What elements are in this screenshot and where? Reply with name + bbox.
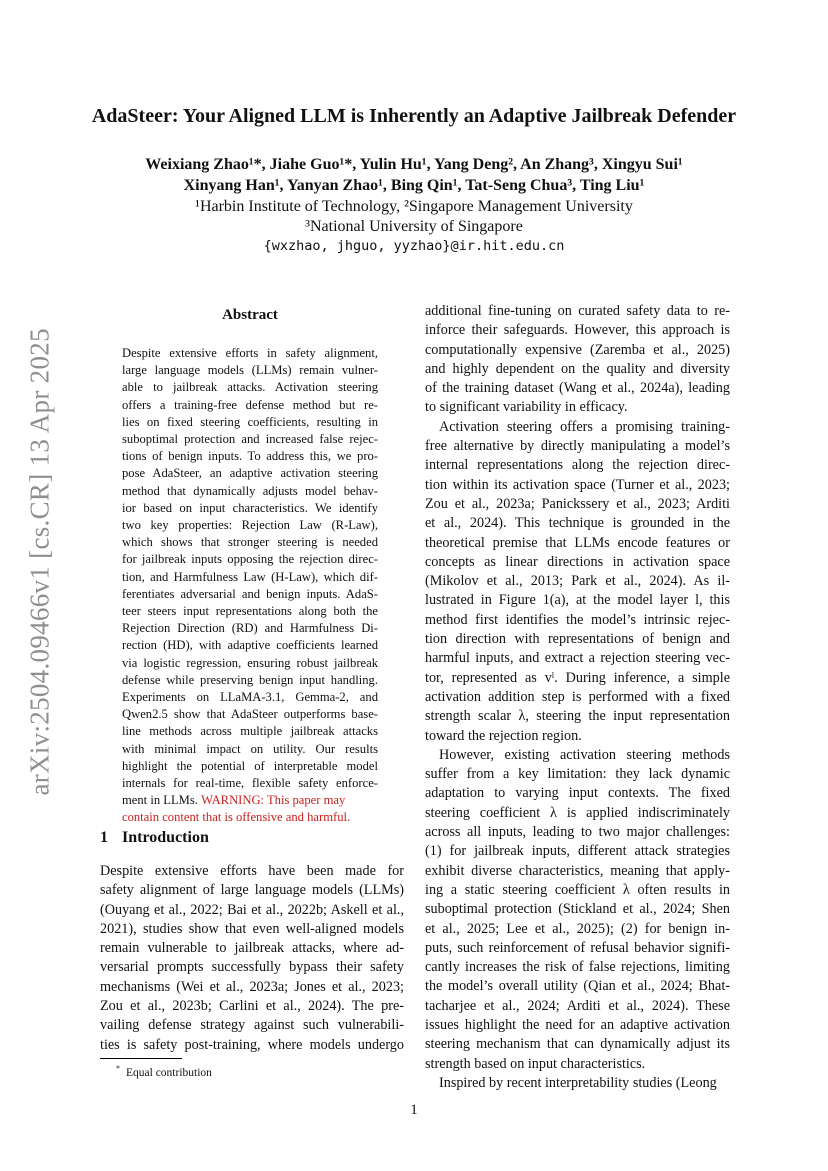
body-line: the model’s overall utility (Qian et al., 2024; Bhat- — [425, 978, 730, 995]
body-line: strength based on input characteristics. — [425, 1055, 646, 1072]
body-line: exhibit diverse characteristics, meaning that apply- — [425, 862, 730, 879]
arxiv-identifier: arXiv:2504.09466v1 [cs.CR] 13 Apr 2025 — [24, 328, 55, 796]
intro-line: vailing defense strategy against such vulnerabili- — [100, 1017, 404, 1034]
abstract-line: via logistic regression, ensuring robust jailbreak — [122, 655, 378, 670]
footnote — [116, 1064, 212, 1079]
footnote-marker: * — [116, 1064, 120, 1073]
body-line: internal representations along the rejection direc- — [425, 457, 730, 474]
abstract-line: Despite extensive efforts in safety alignment, — [122, 346, 378, 360]
author-emails: {wxzhao, jhguo, yyzhao}@ir.hit.edu.cn — [263, 238, 565, 254]
body-line: activation addition step is performed with a fixed — [425, 688, 730, 705]
body-line: Inspired by recent interpretability studies (Leong — [439, 1074, 717, 1091]
abstract-line: suboptimal protection and increased false rejec- — [122, 432, 378, 447]
body-line: tor, represented as vˡ. During inference, a simple — [425, 669, 730, 686]
abstract-line: method that dynamically adjusts model behav- — [122, 483, 378, 498]
body-line: across all inputs, leading to two major challenges: — [425, 824, 730, 841]
abstract-line: highlight the potential of interpretable model — [122, 758, 378, 773]
intro-line: 2021), studies show that even well-aligned models — [100, 920, 404, 937]
section-number: 1 — [100, 829, 108, 846]
body-line: tacharjee et al., 2024; Arditi et al., 2024). These — [425, 997, 730, 1014]
body-line: harmful inputs, and extract a rejection steering vec- — [425, 650, 730, 667]
abstract-line: offers a training-free defense method but re- — [122, 397, 378, 412]
body-line: steering coefficient λ is applied indiscriminately — [425, 804, 730, 821]
body-line: free alternative by directly manipulating a model’s — [425, 438, 730, 455]
intro-line: Zou et al., 2023b; Carlini et al., 2024). The pre- — [100, 998, 404, 1015]
abstract-line: ferentiates adversarial and benign inputs. AdaS- — [122, 586, 378, 601]
body-line: puts, such reinforcement of refusal behavior signifi- — [425, 939, 730, 956]
body-line: lustrated in Figure 1(a), at the model layer l, this — [425, 592, 730, 609]
intro-line: mechanisms (Wei et al., 2023a; Jones et al., 2023; — [100, 978, 404, 995]
abstract-line: for jailbreak inputs opposing the rejection direc- — [122, 552, 378, 567]
abstract-line: with minimal impact on utility. Our results — [122, 741, 378, 756]
abstract-line: ior based on input characteristics. We identify — [122, 500, 378, 515]
abstract-line: teer steers input representations along both the — [122, 604, 378, 619]
body-line: of the training dataset (Wang et al., 2024a), leading — [425, 380, 730, 397]
body-line: However, existing activation steering methods — [439, 746, 730, 763]
affiliation-line-2: ³National University of Singapore — [305, 218, 523, 235]
body-line: steering mechanism that can dynamically adjust its — [425, 1036, 730, 1053]
body-line: cantly increases the risk of false rejections, limiting — [425, 959, 730, 976]
content-warning-continued: contain content that is offensive and harmful. — [122, 810, 351, 825]
body-line: tion within its activation space (Turner et al., 2023; — [425, 476, 730, 493]
body-line: to significant variability in efficacy. — [425, 399, 628, 416]
abstract-line: Experiments on LLaMA-3.1, Gemma-2, and — [122, 690, 378, 705]
body-line: Activation steering offers a promising training- — [439, 418, 730, 435]
abstract-line: which shows that stronger steering is needed — [122, 535, 378, 550]
body-line: issues highlight the need for an adaptive activation — [425, 1016, 730, 1033]
body-line: toward the rejection region. — [425, 727, 582, 744]
section-title: Introduction — [122, 829, 209, 846]
body-line: method first identifies the model’s intrinsic rejec- — [425, 611, 730, 628]
body-line: theoretical premise that LLMs encode features or — [425, 534, 730, 551]
body-line: suboptimal protection (Stickland et al., 2024; Shen — [425, 901, 730, 918]
abstract-text — [122, 345, 378, 827]
body-line: adaptation to varying input contexts. The fixed — [425, 785, 730, 802]
body-line: inforce their safeguards. However, this approach is — [425, 322, 730, 339]
abstract-line: lies on fixed steering coefficients, resulting in — [122, 414, 378, 429]
abstract-line: Qwen2.5 show that AdaSteer outperforms base- — [122, 707, 378, 722]
intro-line: versarial prompts successfully bypass their safety — [100, 959, 404, 976]
abstract-line — [122, 792, 378, 809]
author-list-line-2: Xinyang Han¹, Yanyan Zhao¹, Bing Qin¹, Tat-Seng Chua³, Ting Liu¹ — [183, 177, 645, 194]
body-line: ing a static steering coefficient λ often results in — [425, 881, 730, 898]
abstract-heading: Abstract — [222, 307, 278, 323]
abstract-line: pose AdaSteer, an adaptive activation steering — [122, 466, 378, 481]
body-line: Zou et al., 2023a; Panickssery et al., 2023; Arditi — [425, 495, 730, 512]
abstract-line: rection (HD), with adaptive coefficients learned — [122, 638, 378, 653]
body-line: additional fine-tuning on curated safety data to re- — [425, 303, 730, 319]
abstract-line: able to jailbreak attacks. Activation steering — [122, 380, 378, 395]
abstract-line: large language models (LLMs) remain vulner- — [122, 363, 378, 378]
intro-line: ties is safety post-training, where models undergo — [100, 1036, 404, 1053]
abstract-line: Rejection Direction (RD) and Harmfulness Di- — [122, 621, 378, 636]
footnote-rule — [100, 1058, 182, 1059]
body-line: (1) for jailbreak inputs, different attack strategies — [425, 843, 730, 860]
footnote-text: Equal contribution — [126, 1066, 212, 1079]
body-line: et al., 2024). This technique is grounded in the — [425, 515, 730, 532]
abstract-line: tions of benign inputs. To address this, we pro- — [122, 449, 378, 464]
body-line: computationally expensive (Zaremba et al., 2025) — [425, 341, 730, 358]
body-line: suffer from a key limitation: they lack dynamic — [425, 766, 730, 783]
page-number: 1 — [410, 1102, 418, 1118]
affiliation-line-1: ¹Harbin Institute of Technology, ²Singapore Management University — [195, 198, 633, 215]
intro-line: Despite extensive efforts have been made for — [100, 863, 404, 879]
intro-line: (Ouyang et al., 2022; Bai et al., 2022b; Askell et al., — [100, 901, 404, 918]
abstract-line: two key properties: Rejection Law (R-Law), — [122, 518, 378, 533]
body-line: strength scalar λ, steering the input representation — [425, 708, 730, 725]
body-line: tion direction with representations of benign and — [425, 631, 730, 648]
abstract-line: defense while preserving benign input handling. — [122, 672, 378, 687]
author-list-line-1: Weixiang Zhao¹*, Jiahe Guo¹*, Yulin Hu¹, Yang Deng², An Zhang³, Xingyu Sui¹ — [145, 156, 683, 173]
introduction-text — [100, 862, 404, 1055]
body-line: et al., 2025; Lee et al., 2025); (2) for benign in- — [425, 920, 730, 937]
body-line: (Mikolov et al., 2013; Park et al., 2024). As il- — [425, 573, 730, 590]
intro-line: remain vulnerable to jailbreak attacks, where ad- — [100, 940, 404, 957]
abstract-line: line methods across multiple jailbreak attacks — [122, 724, 378, 739]
body-line: concepts as linear directions in activation space — [425, 553, 730, 570]
paper-title: AdaSteer: Your Aligned LLM is Inherently an Adaptive Jailbreak Defender — [91, 105, 737, 127]
abstract-line: tion, and Harmfulness Law (H-Law), which dif- — [122, 569, 378, 584]
content-warning: WARNING: This paper may — [201, 793, 346, 808]
right-column-text — [425, 302, 730, 1093]
section-heading-introduction — [100, 829, 209, 847]
abstract-line-text: ment in LLMs. — [122, 793, 198, 808]
abstract-line: internals for real-time, flexible safety enforce- — [122, 776, 378, 791]
body-line: and highly dependent on the quality and diversity — [425, 360, 730, 377]
intro-line: safety alignment of large language models (LLMs) — [100, 882, 404, 899]
